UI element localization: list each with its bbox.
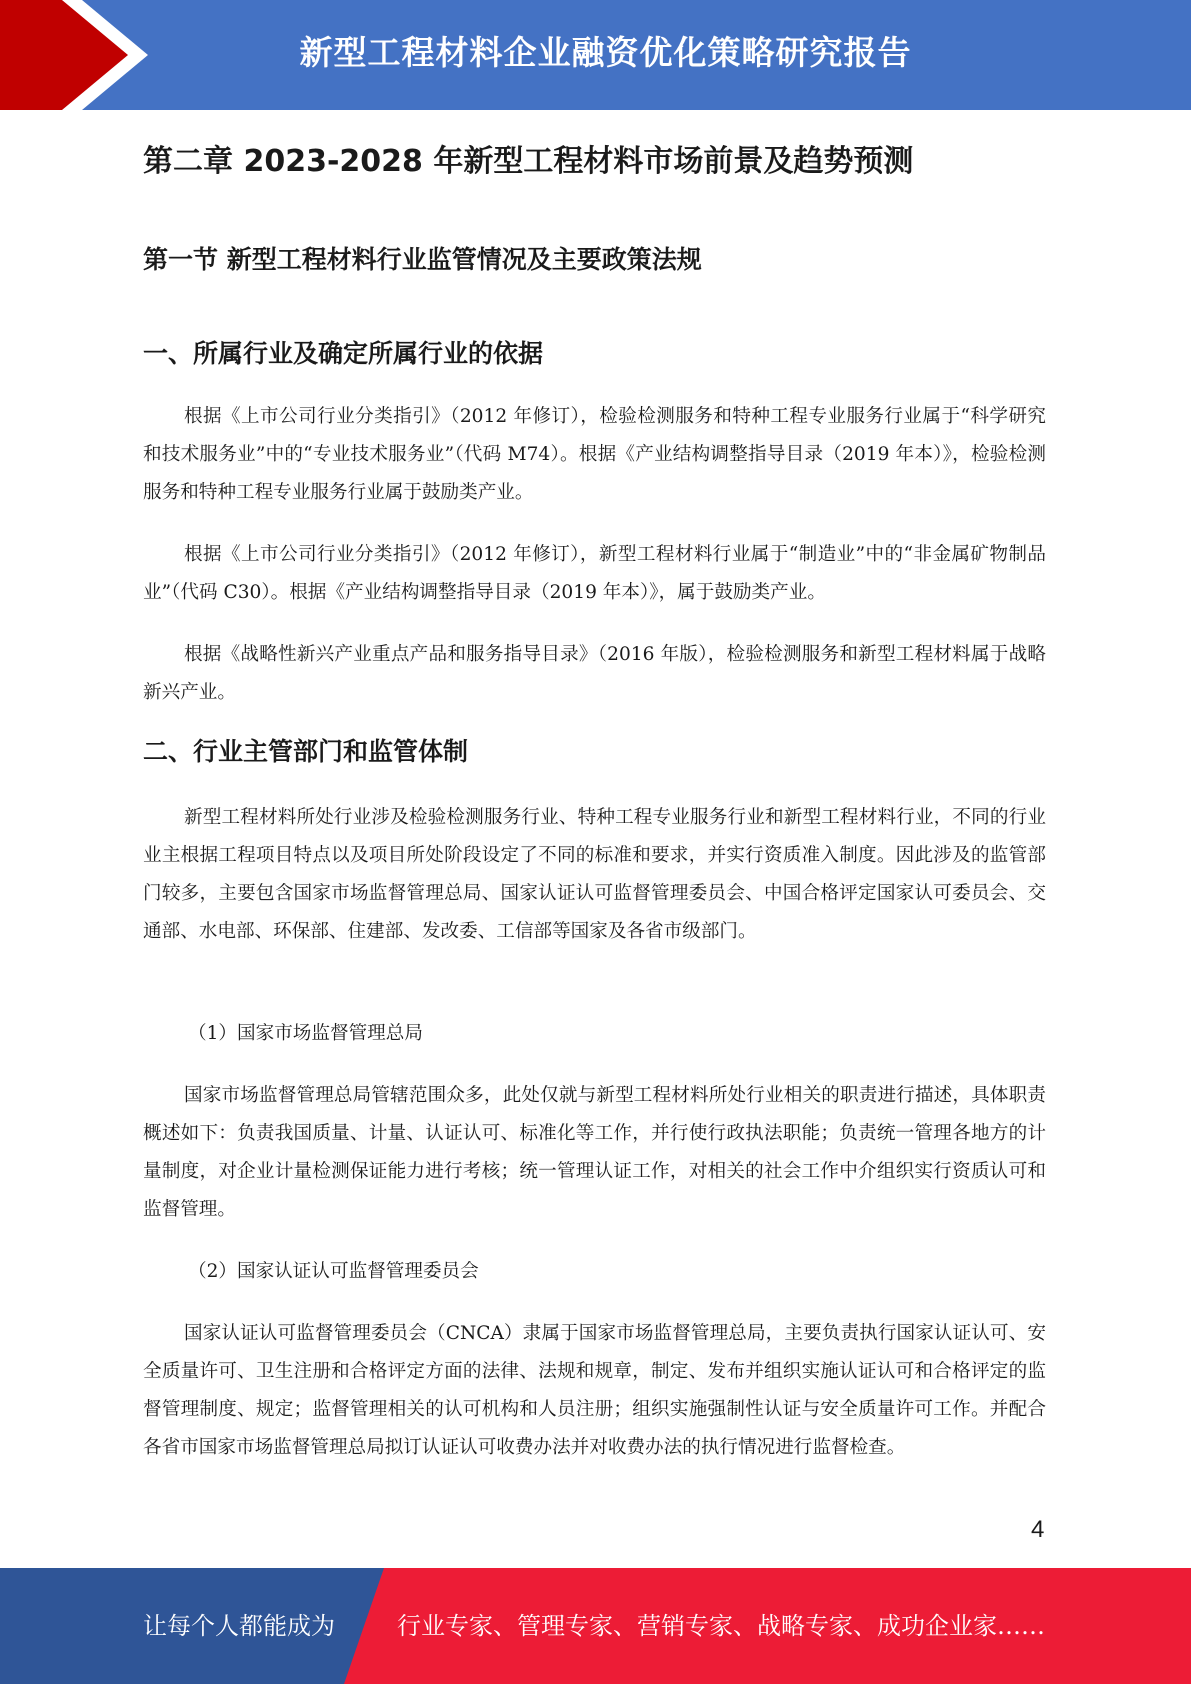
page-footer-banner — [0, 1568, 1191, 1684]
paragraph-1: 根据《上市公司行业分类指引》（2012 年修订），检验检测服务和特种工程专业服务行业属于“科学研究和技术服务业”中的“专业技术服务业”（代码 M74）。根据《产业结构调整指导目录（2019 年本）》，检验检测服务和特种工程专业服务行业属于鼓励类产业。 — [143, 406, 1046, 503]
paragraph-4: 新型工程材料所处行业涉及检验检测服务行业、特种工程专业服务行业和新型工程材料行业，不同的行业业主根据工程项目特点以及项目所处阶段设定了不同的标准和要求，并实行资质准入制度。因此涉及的监管部门较多，主要包含国家市场监督管理总局、国家认证认可监督管理委员会、中国合格评定国家认可委员会、交通部、水电部、环保部、住建部、发改委、工信部等国家及各省市级部门。 — [143, 807, 1046, 942]
subsection-title-2: 二、行业主管部门和监管体制 — [143, 737, 469, 766]
subsection-title-1: 一、所属行业及确定所属行业的依据 — [143, 339, 544, 368]
footer-slogan-left: 让每个人都能成为 — [143, 1612, 335, 1640]
list-item-label-1: （1）国家市场监督管理总局 — [188, 1023, 423, 1044]
footer-slogan-right: 行业专家、管理专家、营销专家、战略专家、成功企业家…… — [397, 1612, 1045, 1640]
page-content — [143, 138, 1046, 1458]
page-header-banner — [0, 0, 1191, 110]
list-item-label-2: （2）国家认证认可监督管理委员会 — [188, 1261, 479, 1282]
paragraph-3: 根据《战略性新兴产业重点产品和服务指导目录》（2016 年版），检验检测服务和新型工程材料属于战略新兴产业。 — [143, 644, 1046, 703]
paragraph-6: 国家认证认可监督管理委员会（CNCA）隶属于国家市场监督管理总局，主要负责执行国家认证认可、安全质量许可、卫生注册和合格评定方面的法律、法规和规章，制定、发布并组织实施认证认可和合格评定的监督管理制度、规定；监督管理相关的认可机构和人员注册；组织实施强制性认证与安全质量许可工作。并配合各省市国家市场监督管理总局拟订认证认可收费办法并对收费办法的执行情况进行监督检查。 — [143, 1323, 1046, 1458]
chapter-title: 第二章 2023-2028 年新型工程材料市场前景及趋势预测 — [143, 144, 914, 179]
section-title: 第一节 新型工程材料行业监管情况及主要政策法规 — [143, 245, 702, 274]
page-number: 4 — [1031, 1516, 1045, 1543]
paragraph-2: 根据《上市公司行业分类指引》（2012 年修订），新型工程材料行业属于“制造业”中的“非金属矿物制品业”（代码 C30）。根据《产业结构调整指导目录（2019 年本）》，属于鼓励类产业。 — [143, 544, 1046, 603]
report-title: 新型工程材料企业融资优化策略研究报告 — [299, 33, 912, 72]
paragraph-5: 国家市场监督管理总局管辖范围众多，此处仅就与新型工程材料所处行业相关的职责进行描述，具体职责概述如下：负责我国质量、计量、认证认可、标准化等工作，并行使行政执法职能；负责统一管理各地方的计量制度，对企业计量检测保证能力进行考核；统一管理认证工作，对相关的社会工作中介组织实行资质认可和监督管理。 — [143, 1085, 1046, 1220]
